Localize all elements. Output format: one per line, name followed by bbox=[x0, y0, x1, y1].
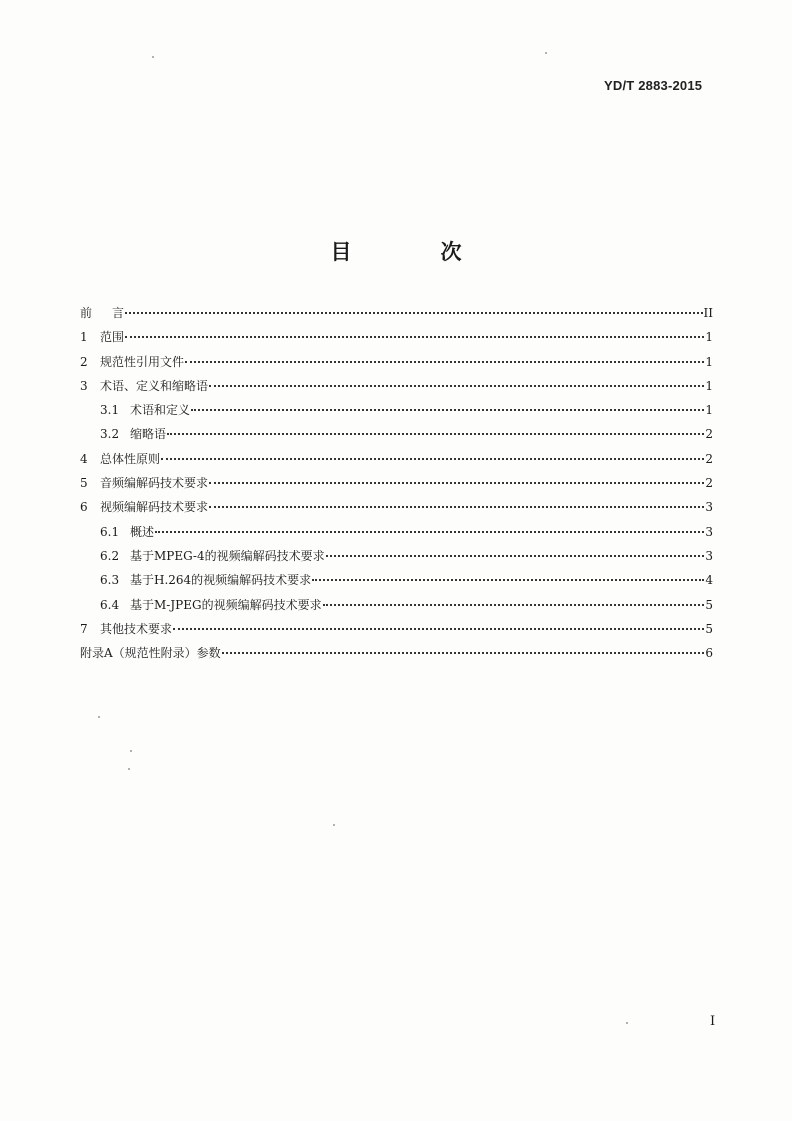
toc-entry[interactable] bbox=[80, 596, 713, 620]
toc-entry[interactable] bbox=[80, 498, 713, 522]
table-of-contents bbox=[80, 304, 713, 668]
toc-entry-label: 基于MPEG-4的视频编解码技术要求 bbox=[130, 548, 325, 563]
toc-entry[interactable] bbox=[80, 474, 713, 498]
toc-entry[interactable] bbox=[80, 571, 713, 595]
toc-entry-label: 范围 bbox=[100, 330, 125, 345]
toc-leader-dots bbox=[167, 433, 704, 435]
toc-entry[interactable] bbox=[80, 328, 713, 352]
toc-entry-label: 规范性引用文件 bbox=[100, 354, 185, 369]
toc-entry-page: 4 bbox=[705, 573, 713, 588]
toc-entry-page: 3 bbox=[705, 524, 713, 539]
toc-leader-dots bbox=[209, 482, 704, 484]
toc-entry-number: 5 bbox=[80, 476, 88, 491]
toc-entry[interactable] bbox=[80, 644, 713, 668]
scan-speck bbox=[626, 1022, 628, 1024]
toc-leader-dots bbox=[326, 555, 705, 557]
toc-leader-dots bbox=[209, 385, 704, 387]
toc-entry-label: 基于H.264的视频编解码技术要求 bbox=[130, 573, 312, 588]
scan-speck bbox=[128, 768, 130, 770]
document-code: YD/T 2883-2015 bbox=[604, 78, 703, 93]
toc-entry[interactable] bbox=[80, 377, 713, 401]
toc-entry-page: 2 bbox=[705, 476, 713, 491]
toc-entry-page: 1 bbox=[705, 354, 713, 369]
toc-entry-page: 3 bbox=[705, 548, 713, 563]
toc-leader-dots bbox=[161, 458, 704, 460]
toc-entry-page: 2 bbox=[705, 451, 713, 466]
toc-entry-label: 术语、定义和缩略语 bbox=[100, 378, 209, 393]
toc-entry-number: 6.1 bbox=[100, 524, 120, 539]
toc-entry-page: 5 bbox=[705, 621, 713, 636]
toc-entry-number: 6 bbox=[80, 500, 88, 515]
toc-entry-number: 6.2 bbox=[100, 548, 120, 563]
scan-speck bbox=[98, 716, 100, 718]
toc-entry-number: 3.2 bbox=[100, 427, 120, 442]
scan-speck bbox=[152, 56, 154, 58]
toc-entry-page: 1 bbox=[705, 378, 713, 393]
toc-entry-page: 1 bbox=[705, 403, 713, 418]
toc-leader-dots bbox=[323, 604, 705, 606]
toc-leader-dots bbox=[125, 336, 704, 338]
toc-entry-label: 附录A（规范性附录）参数 bbox=[80, 646, 221, 661]
toc-entry-label: 总体性原则 bbox=[100, 451, 161, 466]
toc-entry-number: 7 bbox=[80, 621, 88, 636]
toc-entry-number: 6.3 bbox=[100, 573, 120, 588]
toc-entry[interactable] bbox=[80, 425, 713, 449]
scan-speck bbox=[130, 750, 132, 752]
toc-leader-dots bbox=[209, 506, 704, 508]
toc-entry-page: 5 bbox=[705, 597, 713, 612]
toc-entry-page: 6 bbox=[705, 646, 713, 661]
toc-entry[interactable] bbox=[80, 450, 713, 474]
toc-entry-label: 言 bbox=[100, 306, 125, 320]
toc-entry[interactable] bbox=[80, 304, 713, 328]
scan-speck bbox=[545, 52, 547, 54]
toc-entry-number: 3 bbox=[80, 378, 88, 393]
toc-entry-number: 4 bbox=[80, 451, 88, 466]
toc-entry[interactable] bbox=[80, 401, 713, 425]
toc-entry-number: 6.4 bbox=[100, 597, 120, 612]
toc-leader-dots bbox=[125, 312, 703, 314]
toc-entry[interactable] bbox=[80, 353, 713, 377]
toc-entry[interactable] bbox=[80, 620, 713, 644]
toc-leader-dots bbox=[185, 361, 704, 363]
toc-entry-number: 1 bbox=[80, 330, 88, 345]
toc-entry-number: 前 bbox=[80, 306, 93, 320]
toc-leader-dots bbox=[173, 628, 704, 630]
toc-entry-label: 其他技术要求 bbox=[100, 621, 173, 636]
toc-leader-dots bbox=[222, 652, 705, 654]
scan-speck bbox=[333, 824, 335, 826]
toc-entry[interactable] bbox=[80, 523, 713, 547]
toc-leader-dots bbox=[312, 579, 704, 581]
toc-entry-label: 概述 bbox=[130, 524, 155, 539]
toc-entry-number: 2 bbox=[80, 354, 88, 369]
page-number: I bbox=[710, 1014, 716, 1029]
toc-entry-label: 基于M-JPEG的视频编解码技术要求 bbox=[130, 597, 322, 612]
toc-entry[interactable] bbox=[80, 547, 713, 571]
toc-title: 目 次 bbox=[330, 240, 496, 264]
toc-entry-page: 2 bbox=[705, 427, 713, 442]
toc-entry-label: 术语和定义 bbox=[130, 403, 191, 418]
toc-entry-label: 音频编解码技术要求 bbox=[100, 476, 209, 491]
toc-leader-dots bbox=[155, 531, 704, 533]
toc-entry-page: 3 bbox=[705, 500, 713, 515]
toc-leader-dots bbox=[191, 409, 704, 411]
toc-entry-page: II bbox=[703, 306, 713, 320]
toc-entry-label: 缩略语 bbox=[130, 427, 167, 442]
toc-entry-number: 3.1 bbox=[100, 403, 120, 418]
toc-entry-label: 视频编解码技术要求 bbox=[100, 500, 209, 515]
toc-entry-page: 1 bbox=[705, 330, 713, 345]
